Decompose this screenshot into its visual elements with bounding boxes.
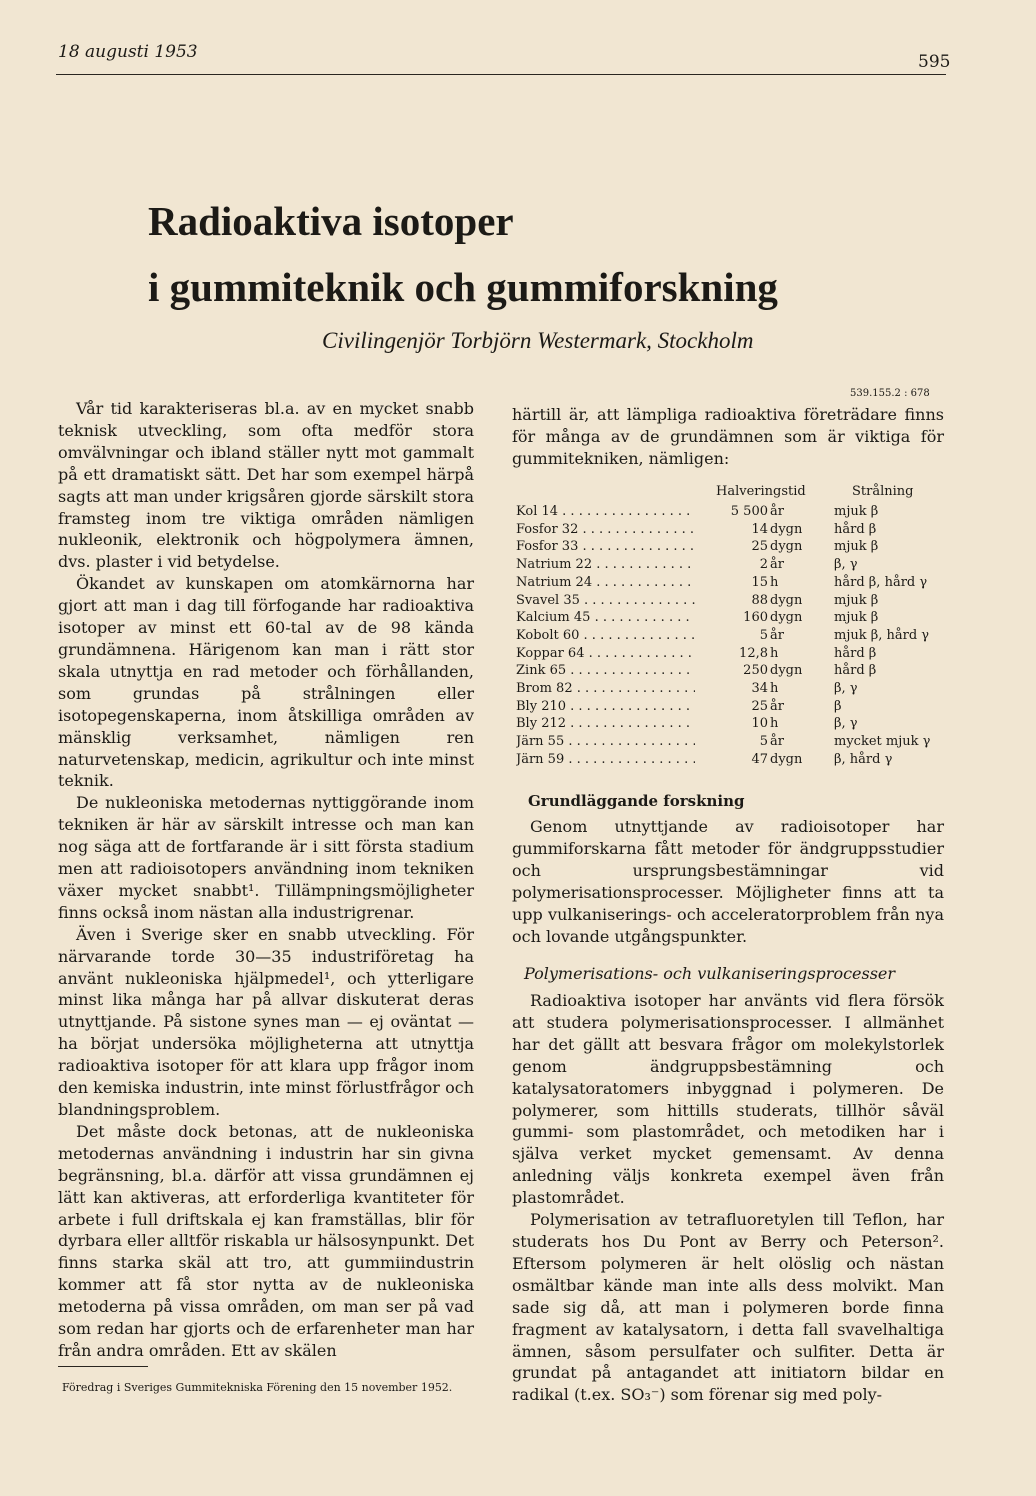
halflife-unit: dygn <box>770 539 803 555</box>
table-row <box>516 593 936 611</box>
table-row <box>516 575 936 593</box>
paragraph: Radioaktiva isotoper har använts vid flera försök att studera polymerisationsprocesser. I allmänhet har det gällt att besvara frågor om molekylstorlek genom ändgruppsbestämning och katalysatoratomers inbyggnad i polymeren. De polymerer, som hittills studerats, tillhör såväl gummi- som plastområdet, och metodiken har i själva verket mycket gemensamt. Av denna anledning väljs konkreta exempel även från plastområdet. <box>512 991 944 1208</box>
radiation-type: β, γ <box>834 681 858 696</box>
radiation-type: mjuk β, hård γ <box>834 627 930 643</box>
footnote-rule <box>58 1366 148 1367</box>
page-number: 595 <box>918 52 951 72</box>
isotope-name: Koppar 64 . . . <box>516 646 708 661</box>
section-body <box>512 816 944 947</box>
halflife-value: 5 <box>695 628 768 643</box>
halflife-value: 14 <box>695 522 768 537</box>
radiation-type: hård β <box>834 521 877 537</box>
footnote: Föredrag i Sveriges Gummitekniska Förening den 15 november 1952. <box>62 1381 453 1394</box>
title-line-1: Radioaktiva isotoper <box>148 198 514 244</box>
section-heading: Grundläggande forskning <box>528 792 745 810</box>
isotope-name: Natrium 24 . . . <box>516 575 708 590</box>
table-row <box>516 646 936 664</box>
halflife-unit: år <box>770 557 784 573</box>
halflife-value: 250 <box>695 663 768 678</box>
paragraph: Även i Sverige sker en snabb utveckling. För närvarande torde 30—35 industriföretag ha använt nukleoniska hjälpmedel¹, och ytterligare minst lika många har på allvar diskuterat deras utnyttjande. På sistone synes man — ej oväntat — ha börjat undersöka möjligheterna att utnyttja radioaktiva isotoper för att klara upp frågor inom den kemiska industrin, inte minst förlustfrågor och blandningsproblem. <box>58 924 474 1119</box>
radiation-type: hård β, hård γ <box>834 574 928 590</box>
isotope-name: Fosfor 32 . . . <box>516 522 708 537</box>
halflife-unit: dygn <box>770 610 803 626</box>
halflife-value: 5 500 <box>695 504 768 519</box>
halflife-unit: år <box>770 698 784 714</box>
table-row <box>516 628 936 646</box>
paragraph: Vår tid karakteriseras bl.a. av en mycket snabb teknisk utveckling, som ofta medför stora omvälvningar och ibland ställer nytt mot gammalt på ett dramatiskt sätt. Det har som exempel härpå sagts att man under krigsåren gjorde särskilt stora framsteg inom tre viktiga områden nämligen nukleonik, elektronik och högpolymera ämnen, dvs. plaster i vid betydelse. <box>58 399 474 572</box>
table-row <box>516 522 936 540</box>
halflife-value: 25 <box>695 699 768 714</box>
halflife-value: 12,8 <box>695 646 768 661</box>
halflife-value: 15 <box>695 575 768 590</box>
paragraph: Det måste dock betonas, att de nukleoniska metodernas användning i industrin har sin givna begränsning, bl.a. därför att vissa grundämnen ej lätt kan aktiveras, att erforderliga kvantiteter för arbete i full driftskala ej kan framställas, blir för dyrbara eller alltför riskabla ur hälsosynpunkt. Det finns starka skäl att tro, att gummiindustrin kommer att få stor nytta av de nukleoniska metoderna på vissa områden, om man ser på vad som redan har gjorts och de erfarenheter man har från andra områden. Ett av skälen <box>58 1121 474 1360</box>
radiation-type: mjuk β <box>834 504 879 519</box>
paragraph: Polymerisation av tetrafluoretylen till Teflon, har studerats hos Du Pont av Berry och Peterson². Eftersom polymeren är helt olöslig och nästan osmältbar kände man inte alls dess molvikt. Man sade sig då, att man i polymeren borde finna fragment av katalysatorn, i detta fall svavelhaltiga ämnen, såsom persulfater och sulfiter. Detta är grundat på antagandet att initiatorn bildar en radikal (t.ex. SO₃⁻) som förenar sig med poly- <box>512 1210 944 1405</box>
isotope-name: Svavel 35 . . . <box>516 593 708 608</box>
halflife-unit: h <box>770 716 779 732</box>
isotope-name: Brom 82 . . . <box>516 681 708 696</box>
paragraph: härtill är, att lämpliga radioaktiva företrädare finns för många av de grundämnen som är viktiga för gummitekniken, nämligen: <box>512 405 944 468</box>
halflife-value: 5 <box>695 734 768 749</box>
halflife-value: 34 <box>695 681 768 696</box>
table-row <box>516 539 936 557</box>
isotope-name: Kalcium 45 . . . <box>516 610 708 625</box>
halflife-unit: dygn <box>770 521 803 537</box>
title-line-2: i gummiteknik och gummiforskning <box>148 264 778 310</box>
isotope-name: Bly 210 . . . <box>516 699 708 714</box>
radiation-type: hård β <box>834 663 877 679</box>
header-rule <box>56 74 946 75</box>
radiation-type: β, γ <box>834 716 858 732</box>
table-header-radiation: Strålning <box>852 484 914 499</box>
halflife-unit: h <box>770 681 779 696</box>
paragraph: Genom utnyttjande av radioisotoper har gummiforskarna fått metoder för ändgruppsstudier och ursprungsbestämningar vid polymerisationsprocesser. Möjligheter finns att ta upp vulkaniserings- och acceleratorproblem från nya och lovande utgångspunkter. <box>512 817 944 946</box>
isotope-name: Zink 65 . . . <box>516 663 708 678</box>
isotope-name: Fosfor 33 . . . <box>516 539 708 554</box>
table-row <box>516 663 936 681</box>
table-row <box>516 716 936 734</box>
halflife-value: 160 <box>695 610 768 625</box>
subsection-heading: Polymerisations- och vulkaniseringsprocesser <box>524 964 896 983</box>
halflife-value: 88 <box>695 593 768 608</box>
radiation-type: hård β <box>834 645 877 661</box>
table-row <box>516 699 936 717</box>
table-row <box>516 610 936 628</box>
paragraph: De nukleoniska metodernas nyttiggörande inom tekniken är här av särskilt intresse och man kan nog säga att de fortfarande är i sitt första stadium men att radioisotopers användning inom tekniken växer mycket snabbt¹. Tillämpningsmöjligheter finns också inom nästan alla industrigrenar. <box>58 793 474 922</box>
halflife-unit: dygn <box>770 663 803 679</box>
halflife-value: 25 <box>695 539 768 554</box>
radiation-type: β, hård γ <box>834 751 893 767</box>
table-row <box>516 734 936 752</box>
halflife-unit: år <box>770 734 784 750</box>
subsection-body <box>512 990 944 1406</box>
isotope-name: Järn 59 . . . <box>516 752 708 767</box>
isotope-name: Natrium 22 . . . <box>516 557 708 572</box>
halflife-unit: h <box>770 645 779 661</box>
table-row <box>516 504 936 522</box>
halflife-unit: år <box>770 627 784 643</box>
halflife-unit: dygn <box>770 751 803 767</box>
isotope-name: Kobolt 60 . . . <box>516 628 708 643</box>
halflife-unit: h <box>770 574 779 590</box>
classification-number: 539.155.2 : 678 <box>850 388 930 399</box>
isotope-name: Kol 14 . . . <box>516 504 708 519</box>
radiation-type: β, γ <box>834 557 858 573</box>
isotope-name: Bly 212 . . . <box>516 716 708 731</box>
table-row <box>516 557 936 575</box>
halflife-value: 10 <box>695 716 768 731</box>
article-title <box>148 188 778 320</box>
radiation-type: mjuk β <box>834 539 879 555</box>
table-row <box>516 752 936 770</box>
radiation-type: mjuk β <box>834 592 879 608</box>
table-row <box>516 681 936 699</box>
running-header-date: 18 augusti 1953 <box>58 42 198 62</box>
paragraph: Ökandet av kunskapen om atomkärnorna har gjort att man i dag till förfogande har radioaktiva isotoper av minst ett 60-tal av de 98 kända grundämnena. Härigenom kan man i rätt stor skala utnyttja en rad metoder och förhållanden, som grundas på strålningen eller isotopegenskaperna, inom åtskilliga områden av mänsklig verksamhet, nämligen ren naturvetenskap, medicin, agrikultur och inte minst teknik. <box>58 574 474 791</box>
halflife-value: 47 <box>695 752 768 767</box>
radiation-type: mycket mjuk γ <box>834 734 931 750</box>
author-byline: Civilingenjör Torbjörn Westermark, Stockholm <box>322 328 754 353</box>
isotope-name: Järn 55 . . . <box>516 734 708 749</box>
halflife-value: 2 <box>695 557 768 572</box>
right-column-intro <box>512 404 944 470</box>
radiation-type: β <box>834 698 842 714</box>
table-header-halflife: Halveringstid <box>716 484 806 499</box>
halflife-unit: år <box>770 504 784 519</box>
radiation-type: mjuk β <box>834 610 879 626</box>
left-column <box>58 398 474 1362</box>
halflife-unit: dygn <box>770 592 803 608</box>
